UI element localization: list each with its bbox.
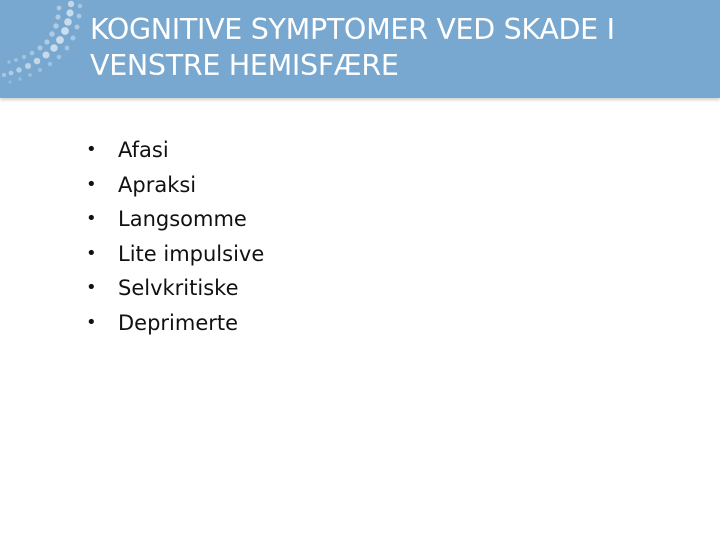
bullet-marker: • [86,208,97,230]
bullet-text: Apraksi [118,172,197,197]
bullet-marker: • [86,311,97,333]
dot-arc-ornament [0,0,90,98]
bullet-text: Lite impulsive [118,241,265,266]
bullet-marker: • [86,242,97,264]
bullet-text: Langsomme [118,207,247,232]
bullet-text: Deprimerte [118,310,239,335]
bullet-marker: • [86,277,97,299]
bullet-text: Afasi [118,138,169,162]
bullet-text: Selvkritiske [118,276,239,301]
slide-title: KOGNITIVE SYMPTOMER VED SKADE I VENSTRE HEMISFÆRE [90,13,615,82]
title-band [0,0,720,98]
bullet-marker: • [86,173,97,195]
bullet-marker: • [86,139,97,160]
